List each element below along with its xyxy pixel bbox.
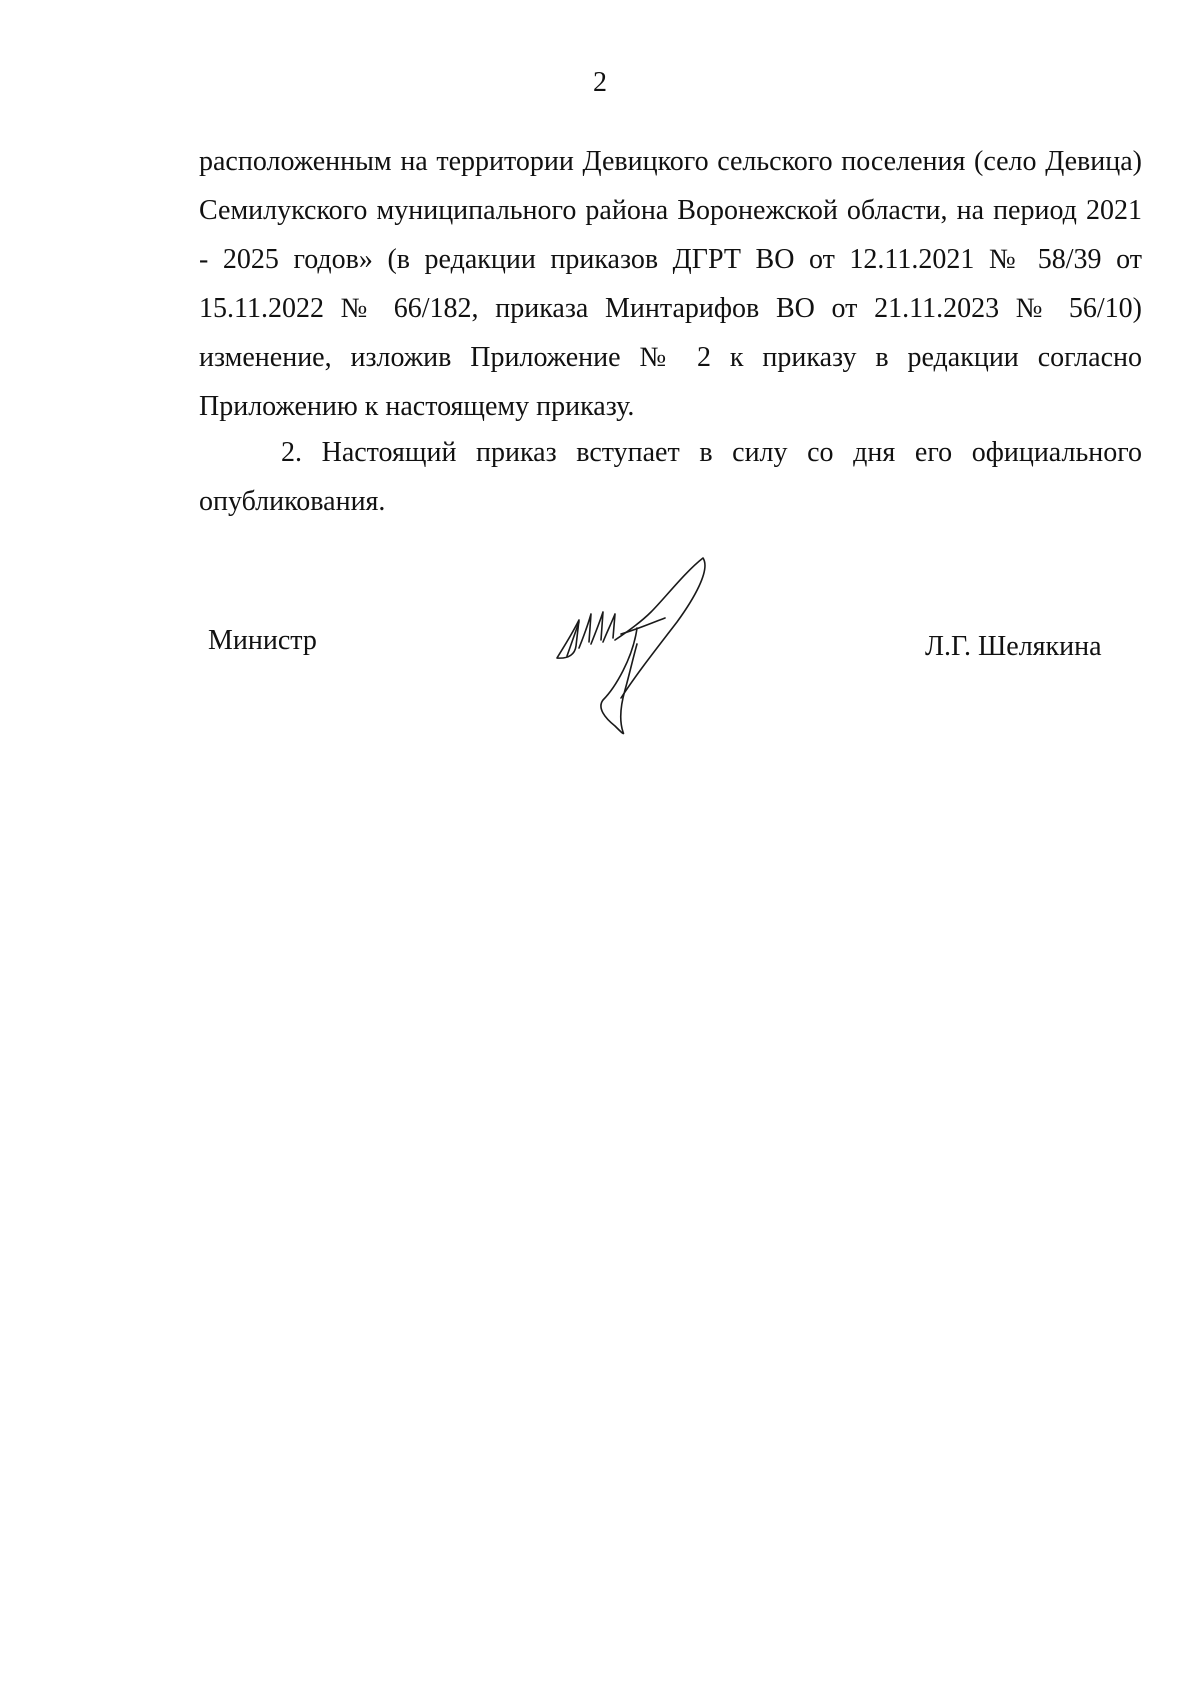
paragraph-line: опубликования. xyxy=(199,486,386,517)
paragraph-effective-date xyxy=(199,428,1142,526)
signature-block xyxy=(0,548,1200,748)
paragraph-line: расположенным на территории Девицкого сельского поселения (село Девица) xyxy=(199,146,1142,177)
page-number: 2 xyxy=(593,67,607,98)
paragraph-continuation xyxy=(199,137,1142,431)
paragraph-line: Приложению к настоящему приказу. xyxy=(199,391,635,422)
signatory-name: Л.Г. Шелякина xyxy=(925,631,1102,662)
paragraph-line: изменение, изложив Приложение № 2 к приказу в редакции согласно xyxy=(199,342,1142,373)
handwritten-signature xyxy=(545,548,720,743)
signatory-position: Министр xyxy=(208,625,317,656)
paragraph-line: - 2025 годов» (в редакции приказов ДГРТ ВО от 12.11.2021 № 58/39 от xyxy=(199,244,1142,275)
paragraph-line: 15.11.2022 № 66/182, приказа Минтарифов ВО от 21.11.2023 № 56/10) xyxy=(199,293,1142,324)
paragraph-line: 2. Настоящий приказ вступает в силу со дня его официального xyxy=(281,437,1142,468)
paragraph-line: Семилукского муниципального района Воронежской области, на период 2021 xyxy=(199,195,1142,226)
